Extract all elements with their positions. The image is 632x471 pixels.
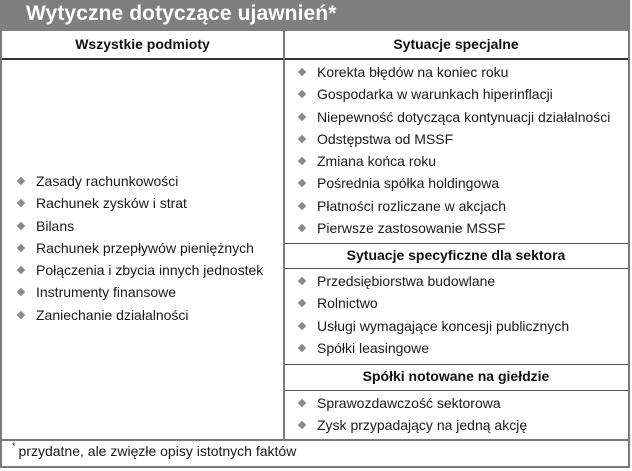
footer-divider (2, 439, 628, 441)
list-item-label: Niepewność dotycząca kontynuacji działalności (317, 108, 611, 125)
listed-header: Spółki notowane na giełdzie (362, 368, 550, 384)
diamond-bullet-icon (17, 288, 25, 296)
diamond-bullet-icon (298, 344, 306, 352)
list-item (295, 153, 610, 175)
list-item (295, 395, 527, 417)
diamond-bullet-icon (298, 90, 306, 98)
list-item-label: Połączenia i zbycia innych jednostek (36, 262, 264, 279)
list-item-label: Instrumenty finansowe (36, 284, 177, 301)
list-item-label: Przedsiębiorstwa budowlane (317, 273, 496, 289)
diamond-bullet-icon (298, 277, 306, 285)
diamond-bullet-icon (17, 199, 25, 207)
list-item (14, 173, 263, 195)
section-divider (285, 390, 628, 391)
list-item (14, 218, 263, 240)
list-item (295, 220, 610, 242)
diamond-bullet-icon (17, 244, 25, 252)
footnote-marker: * (12, 441, 16, 451)
list-item (295, 295, 569, 317)
list-item-label: Rachunek zysków i strat (36, 195, 187, 212)
listed-list (295, 395, 527, 440)
list-item-label: Korekta błędów na koniec roku (317, 64, 509, 80)
list-item-label: Odstępstwa od MSSF (317, 130, 454, 147)
list-item (295, 131, 610, 153)
list-item (295, 417, 527, 439)
list-item-label: Zmiana końca roku (317, 153, 437, 170)
diamond-bullet-icon (298, 321, 306, 329)
list-item-label: Zasady rachunkowości (36, 173, 179, 189)
diamond-bullet-icon (298, 202, 306, 210)
section-divider (285, 243, 628, 244)
footnote-text: przydatne, ale zwięzłe opisy istotnych faktów (18, 443, 297, 459)
list-item-label: Zysk przypadający na jedną akcję (317, 417, 528, 434)
list-item (14, 262, 263, 284)
list-item-label: Spółki leasingowe (317, 339, 430, 356)
header-divider (2, 58, 628, 60)
all-entities-list (14, 173, 263, 329)
sector-header: Sytuacje specyficzne dla sektora (346, 247, 566, 263)
list-item (14, 284, 263, 306)
title-bar (0, 0, 628, 31)
diamond-bullet-icon (298, 157, 306, 165)
list-item-label: Rachunek przepływów pieniężnych (36, 239, 254, 256)
list-item-label: Pośrednia spółka holdingowa (317, 175, 500, 192)
list-item (295, 273, 569, 295)
list-item (295, 340, 569, 362)
diamond-bullet-icon (298, 68, 306, 76)
special-situations-list (295, 64, 610, 242)
list-item (295, 198, 610, 220)
diamond-bullet-icon (17, 266, 25, 274)
footnote (12, 443, 296, 459)
list-item-label: Bilans (36, 217, 75, 234)
list-item-label: Zaniechanie działalności (36, 306, 189, 323)
list-item-label: Pierwsze zastosowanie MSSF (317, 220, 506, 237)
list-item (295, 86, 610, 108)
diamond-bullet-icon (298, 179, 306, 187)
list-item (295, 318, 569, 340)
list-item (14, 195, 263, 217)
diamond-bullet-icon (298, 399, 306, 407)
right-column-header: Sytuacje specjalne (393, 36, 519, 52)
list-item-label: Rolnictwo (317, 295, 378, 312)
list-item (295, 109, 610, 131)
list-item-label: Gospodarka w warunkach hiperinflacji (317, 86, 553, 103)
diamond-bullet-icon (298, 299, 306, 307)
sector-list (295, 273, 569, 362)
section-divider (285, 364, 628, 365)
list-item (295, 64, 610, 86)
page-title: Wytyczne dotyczące ujawnień* (26, 2, 337, 25)
diamond-bullet-icon (17, 177, 25, 185)
diamond-bullet-icon (17, 221, 25, 229)
left-column-header: Wszystkie podmioty (75, 36, 210, 52)
diamond-bullet-icon (298, 224, 306, 232)
diamond-bullet-icon (17, 311, 25, 319)
list-item (14, 307, 263, 329)
list-item-label: Usługi wymagające koncesji publicznych (317, 317, 570, 334)
list-item (295, 175, 610, 197)
list-item-label: Płatności rozliczane w akcjach (317, 197, 507, 214)
diamond-bullet-icon (298, 112, 306, 120)
diamond-bullet-icon (298, 135, 306, 143)
section-divider (285, 268, 628, 269)
diamond-bullet-icon (298, 421, 306, 429)
list-item (14, 240, 263, 262)
list-item-label: Sprawozdawczość sektorowa (317, 395, 501, 411)
